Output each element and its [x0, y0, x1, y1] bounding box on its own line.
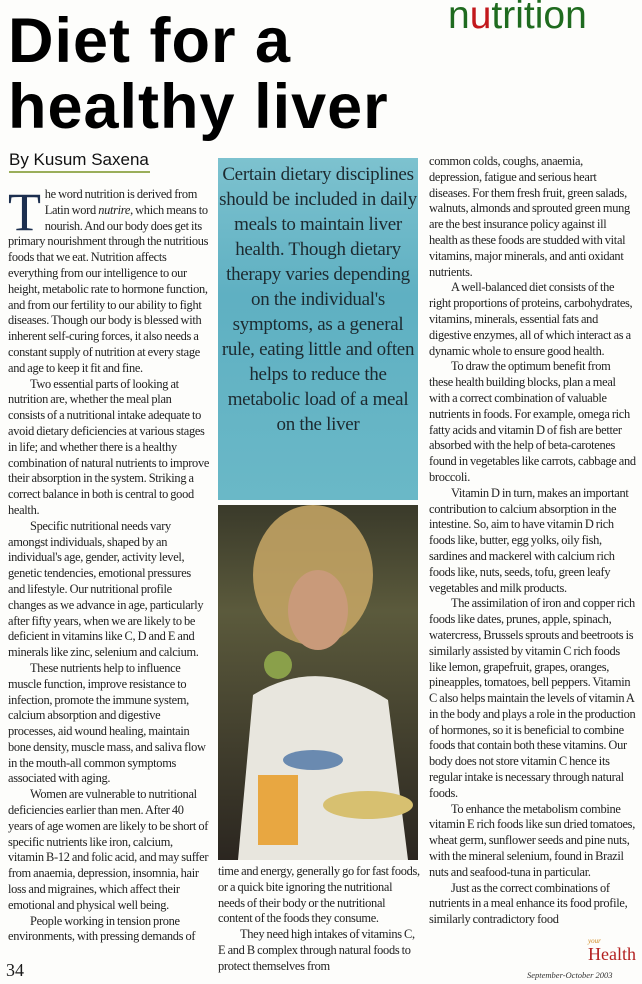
- paragraph: Specific nutritional needs vary amongst individuals, shaped by an individual's age, gender, activity level, genetic tendencies, emotional pressures and lifestyle. Our nutritional profile changes as we advance in age, particularly after fifty years, when we are likely to be deficient in vitamins like C, D and E and minerals like zinc, selenium and calcium.: [8, 518, 204, 660]
- paragraph: These nutrients help to influence muscle function, improve resistance to infection, promote the immune system, calcium absorption and digestive processes, aid wound healing, maintain bone density, muscle mass, and saliva flow in the mouth-all common symptoms associated with aging.: [8, 660, 206, 786]
- section-letter-accent: u: [469, 0, 492, 37]
- text: he word nutrition is derived from Latin word: [44, 187, 198, 217]
- paragraph: common colds, coughs, anaemia, depression, fatigue and serious heart diseases. For them fresh fruit, green salads, walnuts, almonds and sprouted green mung are the best insurance policy against ill health as these foods are studded with vital vitamins, major minerals, and anti oxidant nutrients.: [429, 154, 630, 279]
- logo-small-text: your: [588, 937, 601, 945]
- page-number: 34: [6, 960, 24, 980]
- pull-quote: Certain dietary disciplines should be included in daily meals to maintain liver health. Though dietary therapy varies depending on the individual's symptoms, as a general rule, eating little and often helps to reduce the metabolic load of a meal on the liver: [218, 158, 418, 500]
- article-photo: [218, 505, 418, 860]
- title-line-1: Diet for a: [8, 6, 292, 76]
- title-line-2: healthy liver: [8, 72, 389, 142]
- paragraph: time and energy, generally go for fast foods, or a quick bite ignoring the nutritional needs of their body or the nutritional content of the foods they consume.: [218, 864, 420, 926]
- column-1: [8, 182, 210, 945]
- paragraph: [8, 182, 210, 377]
- paragraph: To draw the optimum benefit from these health building blocks, plan a meal with a correct combination of valuable nutrients in foods. For example, omega rich fatty acids and vitamin D of fish are better absorbed with the help of beta-carotenes found in vegetables like carrots, cabbage and broccoli.: [429, 359, 636, 484]
- paragraph: The assimilation of iron and copper rich foods like dates, prunes, apple, spinach, watercress, Brussels sprouts and beetroots is similarly assisted by vitamin C rich foods like lemon, grapefruit, grapes, oranges, pineapples, tomatoes, bell peppers. Vitamin C also helps maintain the levels of vitamin A in the body and plays a role in the production of hormones, so it is beneficial to combine foods that contain both these vitamins. Our body does not store vitamin C hence its regular intake is necessary through natural foods.: [429, 596, 636, 800]
- paragraph: They need high intakes of vitamins C, E and B complex through natural foods to protect themselves from: [218, 927, 415, 973]
- issue-date: September-October 2003: [527, 970, 613, 980]
- column-3: [429, 154, 636, 928]
- paragraph: People working in tension prone environments, with pressing demands of: [8, 913, 196, 944]
- paragraph: Vitamin D in turn, makes an important contribution to calcium absorption in the intestine. So, aim to have vitamin D rich foods like, butter, egg yolks, oily fish, sardines and mackerel with calcium rich foods like, nuts, seeds, tofu, green leafy vegetables and milk products.: [429, 485, 629, 595]
- paragraph: A well-balanced diet consists of the right proportions of proteins, carbohydrates, vitamins, minerals, essential fats and digestive enzymes, all of which interact as a dynamic whole to ensure good health.: [429, 280, 633, 358]
- column-2: [218, 864, 420, 975]
- paragraph: Two essential parts of looking at nutrition are, whether the meal plan consists of a nutritional intake adequate to avoid dietary deficiencies at various stages in life; and whether there is a healthy combination of natural nutrients to improve their absorption in the system. Striking a correct balance in both is central to good health.: [8, 376, 210, 517]
- italic-word: nutrire: [98, 202, 131, 217]
- drop-cap: T: [8, 182, 41, 242]
- magazine-logo: [588, 938, 636, 963]
- paragraph: Just as the correct combinations of nutrients in a meal enhance its food profile, similarly contradictory food: [429, 880, 628, 927]
- byline: By Kusum Saxena: [9, 150, 150, 173]
- article-title: [8, 8, 389, 140]
- section-header: [448, 0, 587, 38]
- section-letters: trition: [491, 0, 587, 37]
- woman-eating-photo: [218, 505, 418, 860]
- logo-text: Health: [588, 944, 636, 964]
- paragraph: Women are vulnerable to nutritional deficiencies earlier than men. After 40 years of age women are likely to be short of specific nutrients like iron, calcium, vitamin B-12 and folic acid, and may suffer from anaemia, depression, insomnia, hair loss and migraines, which affect their emotional and physical well being.: [8, 787, 209, 912]
- text: , which means to nourish. And our body does get its primary nourishment through the nutritious foods that we eat. Nutrition affects everything from our intelligence to our height, metabolic rate to hormone function, and from our fertility to our ability to fight diseases. Though our body is blessed with inherent self-curing forces, it also needs a constant supply of nutrition at every stage and age to keep it fit and fine.: [8, 202, 209, 375]
- paragraph: To enhance the metabolism combine vitamin E rich foods like sun dried tomatoes, wheat germ, sunflower seeds and pine nuts, with the mineral selenium, found in Brazil nuts and seafood-tuna in particular.: [429, 801, 635, 879]
- section-letter: n: [448, 0, 470, 37]
